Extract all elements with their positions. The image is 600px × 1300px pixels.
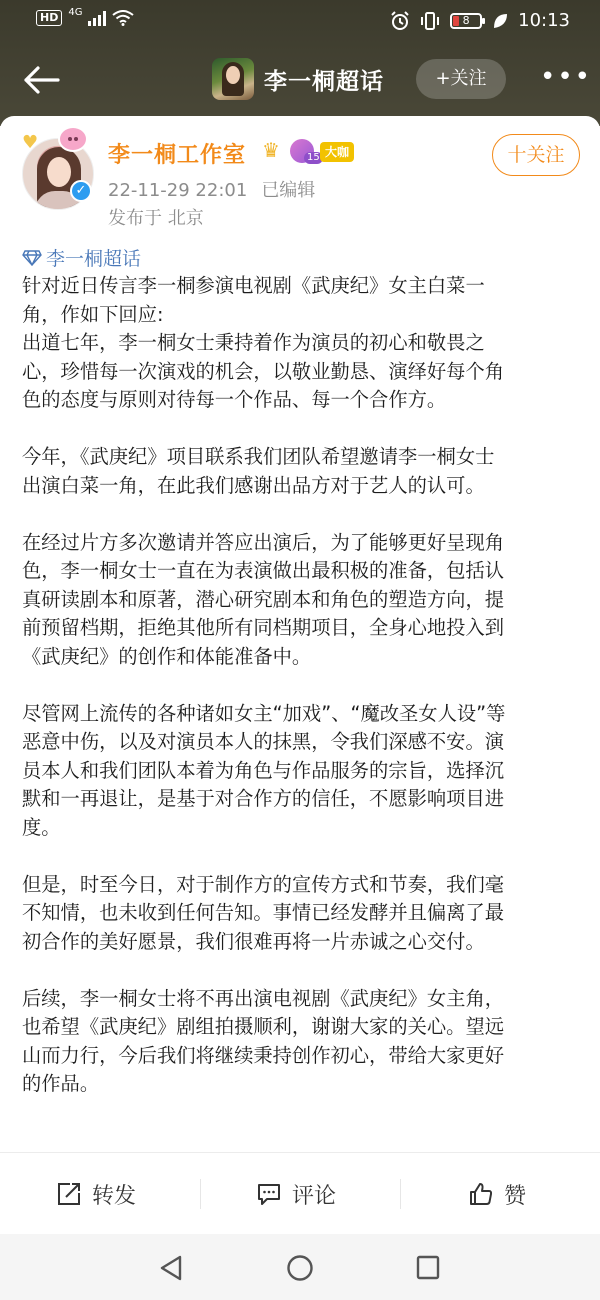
- nav-recents-icon[interactable]: [415, 1254, 441, 1282]
- paragraph-gap: [22, 500, 578, 529]
- paragraph-gap: [22, 842, 578, 871]
- post-body: [22, 272, 578, 1099]
- edited-label[interactable]: 已编辑: [261, 180, 316, 201]
- comment-icon: [256, 1181, 282, 1207]
- post-text-line: 尽管网上流传的各种诸如女主“加戏”、“魔改圣女人设”等: [22, 701, 506, 725]
- divider: [400, 1179, 401, 1209]
- alarm-icon: [390, 11, 410, 31]
- divider: [200, 1179, 201, 1209]
- verified-icon: ✓: [70, 180, 92, 202]
- more-icon[interactable]: •••: [540, 62, 593, 92]
- header-follow-button[interactable]: +关注: [416, 59, 506, 99]
- post-text-line: 员本人和我们团队本着为角色与作品服务的宗旨，选择沉: [22, 758, 505, 782]
- post-card: [0, 116, 600, 1152]
- like-button[interactable]: [468, 1175, 526, 1213]
- supertopic-avatar[interactable]: [212, 58, 254, 100]
- wifi-icon: [112, 10, 134, 26]
- nav-home-icon[interactable]: [286, 1254, 314, 1282]
- post-text-line: 默和一再退让，是基于对合作方的信任，不愿影响项目进: [22, 787, 505, 810]
- post-text-line: 前预留档期，拒绝其他所有同档期项目，全身心地投入到: [22, 616, 505, 639]
- avatar-pendant-icon: [58, 126, 88, 152]
- post-text-line: 出道七年，李一桐女士秉持着作为演员的初心和敬畏之: [22, 331, 485, 354]
- post-text-line: 初合作的美好愿景，我们很难再将一片赤诚之心交付。: [22, 929, 485, 953]
- heart-deco-icon: ♥: [22, 132, 39, 153]
- post-timestamp: 22-11-29 22:01: [108, 180, 248, 201]
- action-bar: [0, 1152, 600, 1234]
- post-text-line: 《武庚纪》的创作和体能准备中。: [22, 644, 312, 668]
- follow-button[interactable]: 十关注: [492, 134, 580, 176]
- thumbs-up-icon: [468, 1181, 494, 1207]
- signal-icon: [88, 10, 106, 26]
- post-text-line: 恶意中伤，以及对演员本人的抹黑，令我们深感不安。演: [22, 730, 505, 753]
- system-nav-bar: [0, 1234, 600, 1300]
- post-text-line: 角，作如下回应:: [22, 302, 164, 326]
- post-location: 发布于 北京: [108, 208, 204, 229]
- post-text-line: 出演白菜一角，在此我们感谢出品方对于艺人的认可。: [22, 473, 485, 497]
- nav-back-icon[interactable]: [158, 1254, 184, 1282]
- post-text-line: 不知情，也未收到任何告知。事情已经发酵并且偏离了最: [22, 901, 505, 924]
- back-arrow-icon[interactable]: [22, 64, 62, 96]
- repost-label: 转发: [92, 1183, 137, 1209]
- post-text-line: 山而力行，今后我们将继续秉持创作初心，带给大家更好: [22, 1043, 505, 1067]
- hd-indicator: HD: [36, 10, 62, 26]
- post-text-line: 色，李一桐女士一直在为表演做出最积极的准备，包括认: [22, 559, 505, 582]
- post-text-line: 度。: [22, 815, 61, 839]
- post-text-line: 针对近日传言李一桐参演电视剧《武庚纪》女主白菜一: [22, 274, 485, 297]
- post-text-line: 后续，李一桐女士将不再出演电视剧《武庚纪》女主角，: [22, 986, 505, 1010]
- clock: 10:13: [518, 10, 570, 31]
- post-text-line: 今年，《武庚纪》项目联系我们团队希望邀请李一桐女士: [22, 445, 495, 468]
- topic-link[interactable]: [22, 244, 141, 271]
- top-header: [0, 0, 600, 126]
- comment-label: 评论: [292, 1183, 337, 1209]
- diamond-icon: [22, 250, 42, 266]
- post-meta: [108, 176, 315, 202]
- repost-button[interactable]: [56, 1175, 136, 1213]
- daka-badge: 大咖: [320, 142, 354, 162]
- nav-bar: [0, 52, 600, 108]
- author-name[interactable]: 李一桐工作室: [108, 143, 247, 168]
- vibrate-icon: [420, 11, 440, 31]
- post-text-line: 的作品。: [22, 1072, 100, 1095]
- battery-icon: 8: [450, 13, 482, 29]
- post-text-line: 真研读剧本和原著，潜心研究剧本和角色的塑造方向，提: [22, 587, 505, 611]
- post-text-line: 在经过片方多次邀请并答应出演后，为了能够更好呈现角: [22, 530, 505, 554]
- like-label: 赞: [504, 1183, 527, 1209]
- paragraph-gap: [22, 956, 578, 985]
- post-text-line: 色的态度与原则对待每一个作品、每一个合作方。: [22, 388, 447, 411]
- level-number: 15: [304, 152, 323, 164]
- comment-button[interactable]: [256, 1175, 336, 1213]
- status-bar: [0, 0, 600, 42]
- crown-icon: ♛: [262, 138, 280, 162]
- post-text-line: 也希望《武庚纪》剧组拍摄顺利，谢谢大家的关心。望远: [22, 1015, 505, 1038]
- topic-label[interactable]: 李一桐超话: [46, 248, 142, 270]
- post-text-line: 心，珍惜每一次演戏的机会，以敬业勤恳、演绎好每个角: [22, 359, 505, 383]
- network-type: 4G: [68, 6, 83, 18]
- post-text-line: 但是，时至今日，对于制作方的宣传方式和节奏，我们毫: [22, 872, 505, 896]
- page-title[interactable]: 李一桐超话: [264, 69, 384, 95]
- repost-icon: [56, 1181, 82, 1207]
- paragraph-gap: [22, 671, 578, 700]
- paragraph-gap: [22, 415, 578, 444]
- leaf-icon: [492, 12, 508, 30]
